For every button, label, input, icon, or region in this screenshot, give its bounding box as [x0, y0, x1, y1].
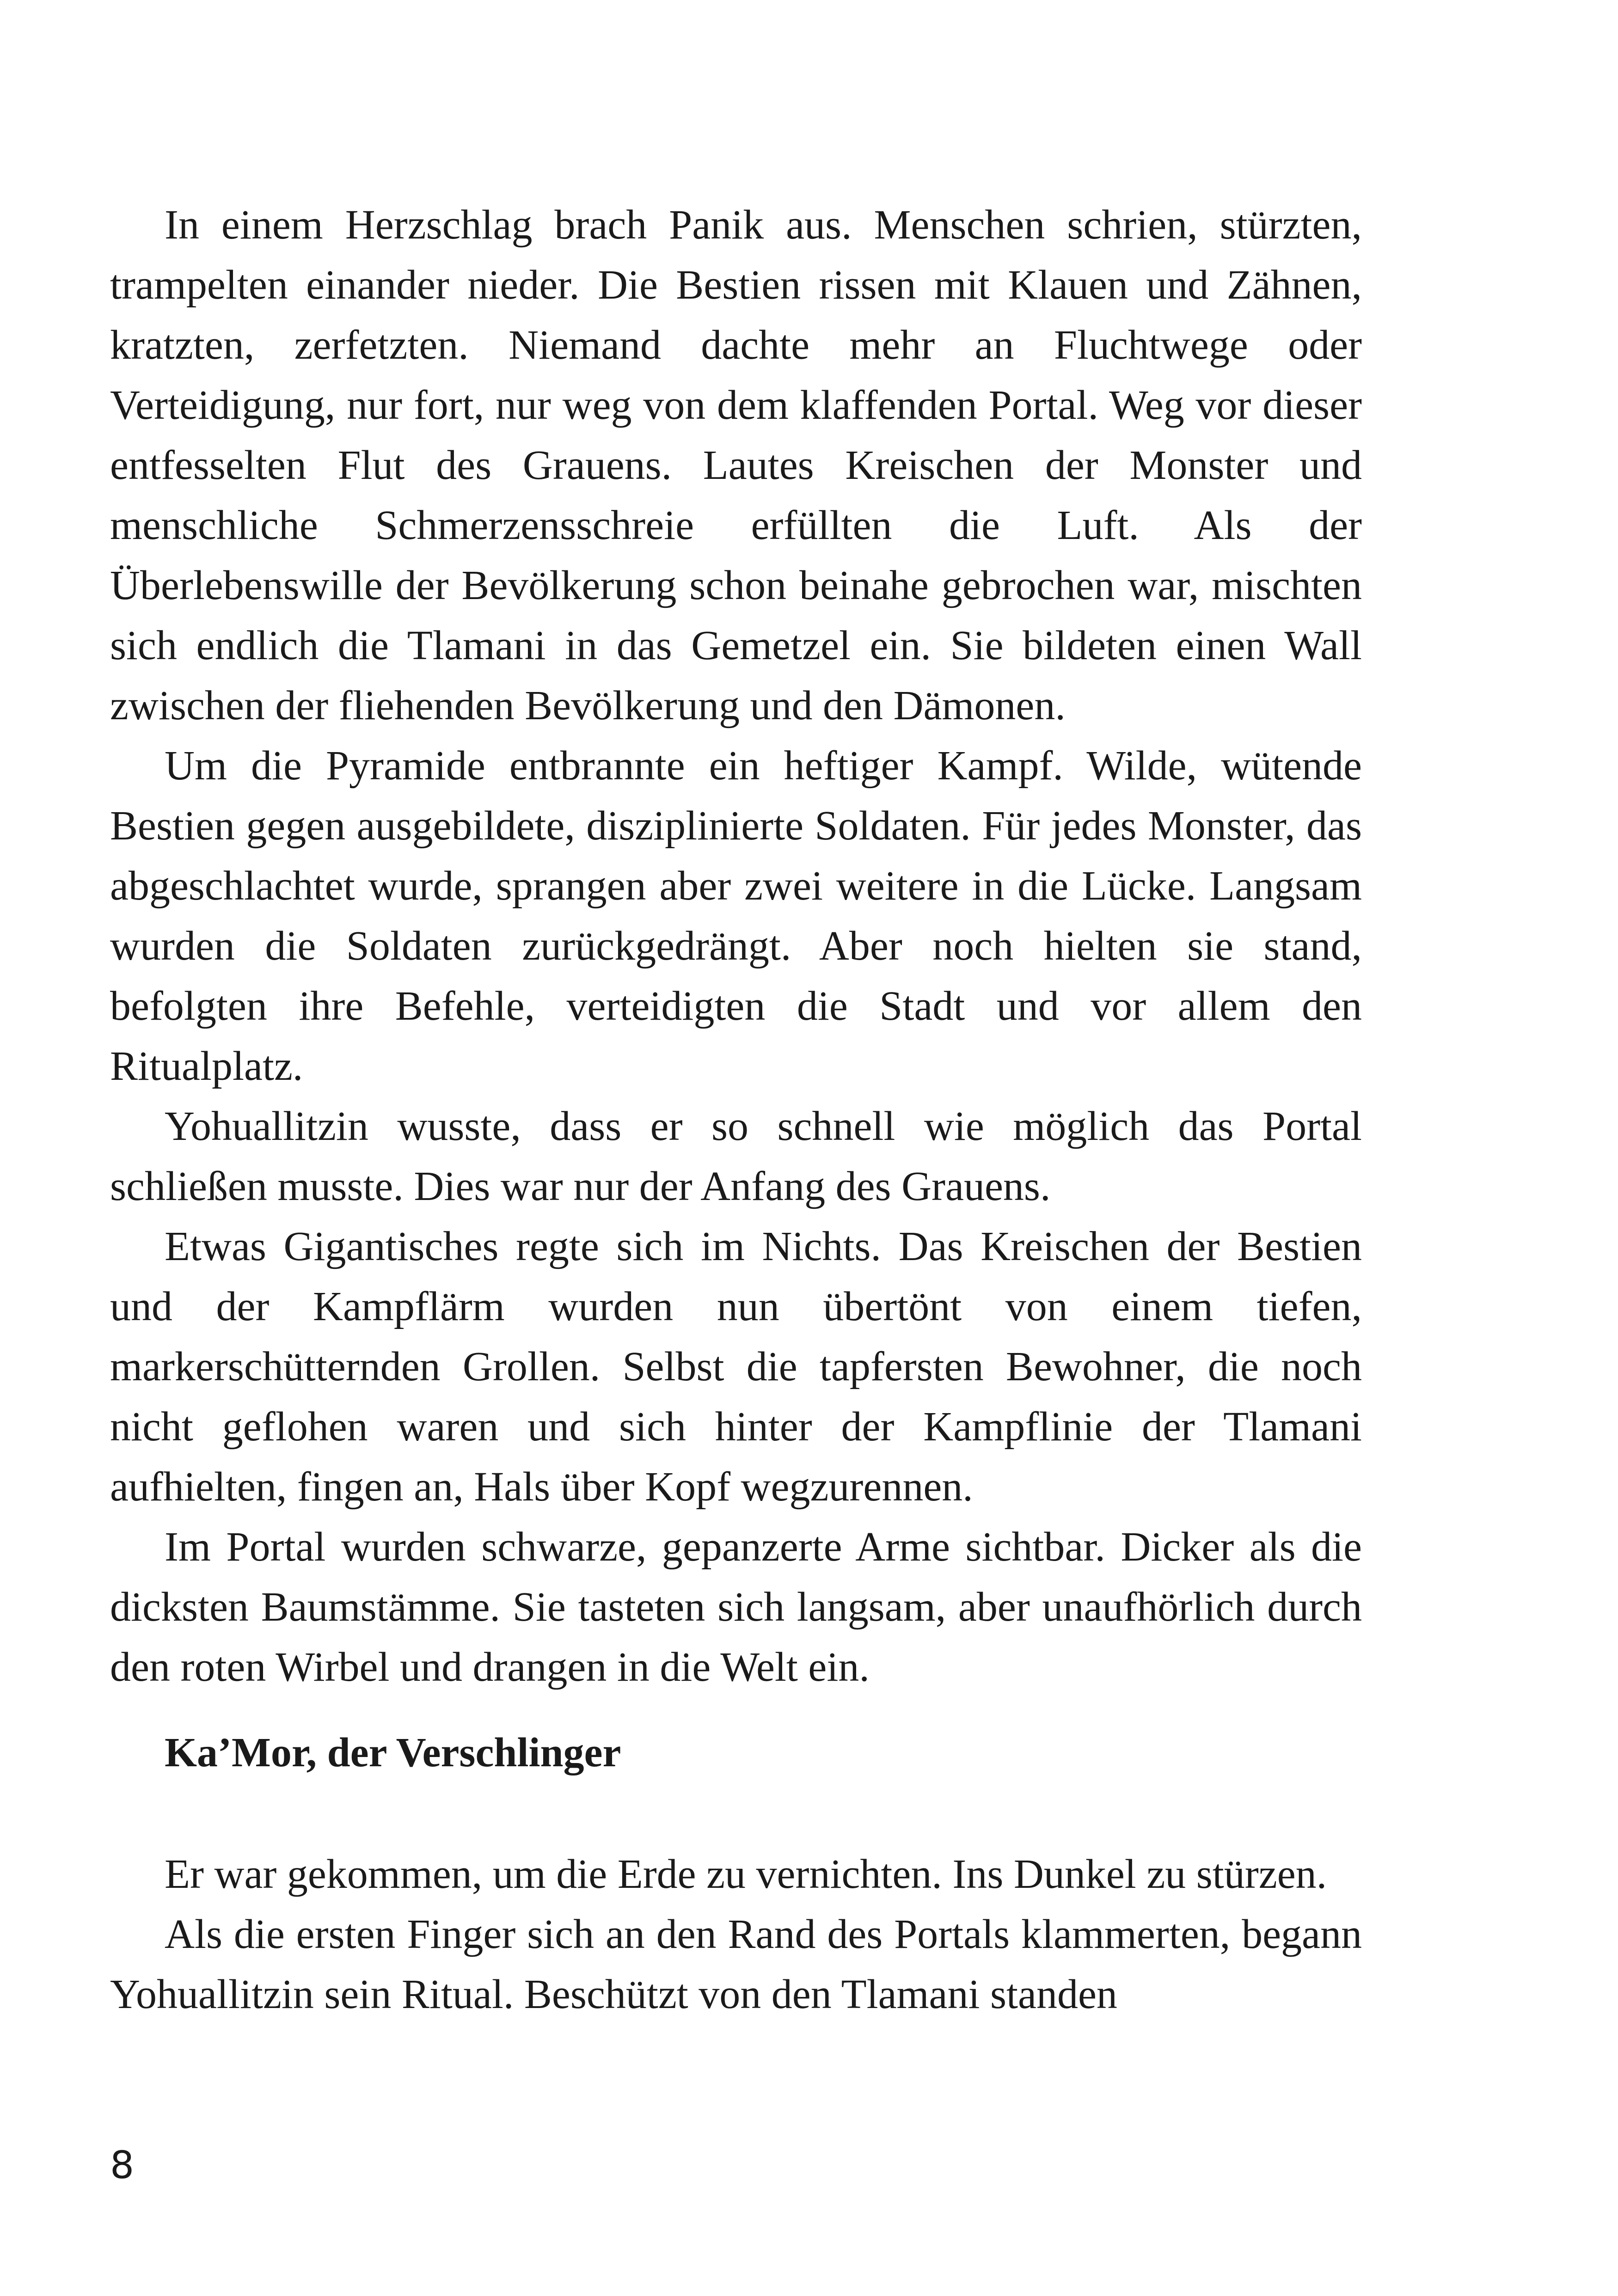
body-text — [110, 195, 1362, 1697]
paragraph: Er war gekommen, um die Erde zu vernichten. Ins Dunkel zu stürzen. — [165, 1851, 1327, 1897]
paragraph: Etwas Gigantisches regte sich im Nichts. Das Kreischen der Bestien und der Kampflärm wurden nun übertönt von einem tiefen, markerschütternden Grollen. Selbst die tapfersten Bewohner, die noch nicht geflohen waren und sich hinter der Kampflinie der Tlamani aufhielten, fingen an, Hals über Kopf wegzurennen. — [110, 1224, 1362, 1510]
page-number: 8 — [110, 2143, 135, 2187]
body-text-continued — [110, 1844, 1362, 2025]
paragraph: Um die Pyramide entbrannte ein heftiger Kampf. Wilde, wütende Bestien gegen ausgebildete, disziplinierte Soldaten. Für jedes Monster, das abgeschlachtet wurde, sprangen aber zwei weitere in die Lücke. Langsam wurden die Soldaten zurückgedrängt. Aber noch hielten sie stand, befolgten ihre Befehle, verteidigten die Stadt und vor allem den Ritualplatz. — [110, 743, 1362, 1089]
paragraph: Yohuallitzin wusste, dass er so schnell wie möglich das Portal schließen musste. Dies war nur der Anfang des Grauens. — [110, 1103, 1362, 1209]
paragraph: Im Portal wurden schwarze, gepanzerte Arme sichtbar. Dicker als die dicksten Baumstämme. Sie tasteten sich langsam, aber unaufhörlich durch den roten Wirbel und drangen in die Welt ein. — [110, 1524, 1362, 1690]
paragraph: Als die ersten Finger sich an den Rand des Portals klammerten, begann Yohuallitzin sein Ritual. Beschützt von den Tlamani standen — [110, 1911, 1362, 2017]
paragraph: In einem Herzschlag brach Panik aus. Menschen schrien, stürzten, trampelten einander nieder. Die Bestien rissen mit Klauen und Zähnen, kratzten, zerfetzten. Niemand dachte mehr an Fluchtwege oder Verteidigung, nur fort, nur weg von dem klaffenden Portal. Weg vor dieser entfesselten Flut des Grauens. Lautes Kreischen der Monster und menschliche Schmerzensschreie erfüllten die Luft. Als der Überlebenswille der Bevölkerung schon beinahe gebrochen war, mischten sich endlich die Tlamani in das Gemetzel ein. Sie bildeten einen Wall zwischen der fliehenden Bevölkerung und den Dämonen. — [110, 202, 1362, 729]
section-heading: Ka’Mor, der Verschlinger — [165, 1730, 621, 1776]
